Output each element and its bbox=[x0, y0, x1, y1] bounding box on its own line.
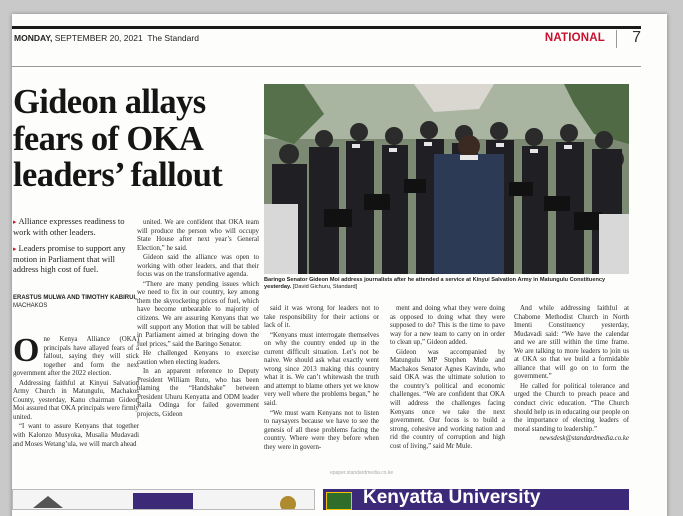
article-column-1 bbox=[13, 336, 139, 502]
byline-place: MACHAKOS bbox=[13, 303, 48, 309]
paragraph-text: ne Kenya Alliance (OKA) principals have allayed fears of a fallout, saying they will stick together and form the next government after the 2022 election. bbox=[13, 336, 139, 378]
triangle-bullet-icon: ▸ bbox=[13, 245, 17, 253]
article-paragraph bbox=[13, 336, 139, 379]
issue-day: MONDAY, bbox=[14, 33, 53, 43]
drop-cap: O bbox=[13, 336, 40, 369]
article-paragraph: Gideon said the alliance was open to working with other leaders, and that their focus was on the transformative agenda. bbox=[137, 254, 259, 279]
article-paragraph: He challenged Kenyans to exercise caution when electing leaders. bbox=[137, 350, 259, 366]
newsdesk-email: newsdesk@standardmedia.co.ke bbox=[539, 435, 629, 443]
issue-date bbox=[14, 33, 199, 43]
page-header bbox=[14, 29, 641, 49]
photo-credit: [David Gichuru, Standard] bbox=[292, 284, 358, 291]
article-paragraph: “I want to assure Kenyans that together with Kalonzo Musyoka, Musalia Mudavadi and Moses Wetang’ula, we will march ahead bbox=[13, 423, 139, 448]
top-rule bbox=[12, 26, 641, 29]
article-column-3 bbox=[264, 305, 379, 479]
summary-bullets bbox=[13, 216, 138, 280]
article-paragraph: In an apparent reference to Deputy President William Ruto, who has been blaming the “Handshake” between President Uhuru Kenyatta and ODM leader Raila Odinga for failed government projects, Gideon bbox=[137, 368, 259, 419]
summary-bullet-text: Leaders promise to support any motion in Parliament that will address high cost of fuel. bbox=[13, 243, 126, 274]
article-paragraph: ment and doing what they were doing as opposed to doing what they were supposed to do? This is the time to pave way for a new team to carry on in order to clean up,” Gideon added. bbox=[390, 305, 505, 347]
article-paragraph: “We must warn Kenyans not to listen to naysayers because we have to see the genesis of all these problems facing the country. Where were they before when they were in govern- bbox=[264, 409, 379, 451]
photo-caption bbox=[264, 277, 629, 291]
issue-date-text: SEPTEMBER 20, 2021 bbox=[54, 33, 143, 43]
headline: Gideon allays fears of OKA leaders’ fallout bbox=[13, 83, 223, 194]
summary-bullet-text: Alliance expresses readiness to work with other leaders. bbox=[13, 216, 125, 237]
header-separator bbox=[616, 30, 617, 48]
article-paragraph: He called for political tolerance and urged the Church to preach peace and conduct civic education. “The Church should help us in educating our people on the importance of electing leaders of moral standing to leadership.” bbox=[514, 382, 629, 433]
article-column-4 bbox=[390, 305, 505, 479]
section-label: NATIONAL bbox=[544, 32, 605, 44]
header-divider bbox=[12, 66, 641, 67]
article-paragraph: “Kenyans must interrogate themselves on why the country ended up in the current difficult situation. Let’s not be naive. We should ask what exactly went wrong since 2013 making this country what it is. We can’t whitewash the truth and attempt to blame others yet we know very well where the problems began,” he said. bbox=[264, 331, 379, 408]
article-paragraph: Gideon was accompanied by Matungulu MP Stephen Mule and Machakos Senator Agnes Kavindu, who said OKA was the ultimate solution to the country’s political and economic challenges. “We are confident that OKA will address the challenges facing Kenyans once we take the next government. Our focus is to build a strong, cohesive and working nation and rid the country of corruption and high cost of living,” said Mr Mule. bbox=[390, 348, 505, 450]
article-paragraph: Addressing faithful at Kinyui Salvation Army Church in Matungulu, Machakos County, yesterday, Kanu chairman Gideon Moi assured that OKA principals were firmly united. bbox=[13, 379, 139, 421]
article-column-5 bbox=[514, 305, 629, 479]
advert-institution: Kenyatta University bbox=[363, 489, 541, 508]
article-paragraph: united. We are confident that OKA team will produce the person who will occupy State House after next year’s General Election,” he said. bbox=[137, 219, 259, 252]
article-paragraph: said it was wrong for leaders not to take responsibility for their actions or lack of it. bbox=[264, 305, 379, 330]
kenyatta-university-advert bbox=[323, 489, 629, 510]
advert-left bbox=[12, 489, 315, 510]
advert-graphics bbox=[13, 490, 315, 510]
university-crest-icon bbox=[326, 492, 352, 510]
triangle-bullet-icon: ▸ bbox=[13, 218, 17, 226]
byline-authors: ERASTUS MULWA AND TIMOTHY KABIRUI, bbox=[13, 295, 137, 301]
epaper-watermark: epaper.standardmedia.co.ke bbox=[330, 470, 394, 476]
article-paragraph: And while addressing faithful at Chabome Methodist Church in North Imenti Constituency yesterday, Mudavadi said: “We have the calendar and we are still within the time frame. We are talking to more leaders to join us at OKA so that we build a formidable alliance that will go on to form the government.” bbox=[514, 305, 629, 381]
summary-bullet bbox=[13, 243, 138, 274]
caption-text: Baringo Senator Gideon Moi address journalists after he attended a service at Kinyui Salvation Army in Matungulu Constituency yesterday. bbox=[264, 277, 606, 291]
summary-bullet bbox=[13, 216, 138, 237]
article-paragraph: “There are many pending issues which we need to fix in our country, key among them the skyrocketing prices of fuel, which have become unbearable to majority of citizens. We are assuring Kenyans that we will support any Motion that will be tabled in Parliament aimed at bringing down the fuel prices,” said the Baringo Senator. bbox=[137, 280, 259, 348]
press-crowd-image bbox=[264, 84, 629, 274]
news-photo bbox=[264, 84, 629, 274]
article-column-2 bbox=[137, 219, 259, 503]
paper-name: The Standard bbox=[147, 33, 199, 43]
page-number: 7 bbox=[632, 29, 641, 46]
byline bbox=[13, 294, 139, 310]
